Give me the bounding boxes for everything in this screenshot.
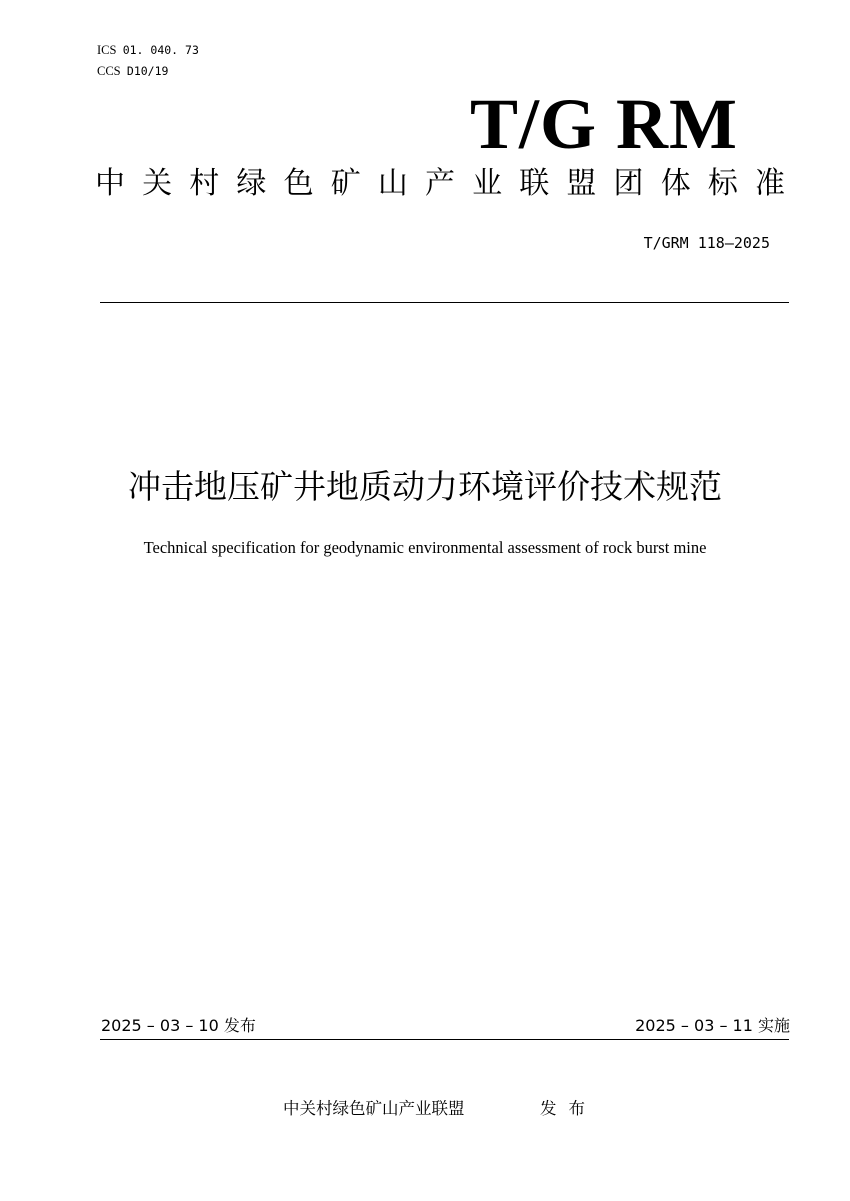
ics-line [97,42,199,58]
org-title-char: 标 [707,166,738,201]
document-title-cn: 冲击地压矿井地质动力环境评价技术规范 [128,467,722,506]
organization-title [95,164,785,204]
publisher-name: 中关村绿色矿山产业联盟 [283,1099,465,1118]
org-title-char: 团 [613,166,644,201]
org-title-char: 体 [660,166,691,201]
org-title-char: 绿 [236,166,267,201]
org-title-char: 关 [142,166,173,201]
standard-number: T/GRM 118—2025 [643,234,770,252]
org-title-char: 联 [519,166,550,201]
standard-logo: T/G RM [470,84,738,164]
org-title-char: 村 [189,166,220,201]
implementation-date: 2025 – 03 – 11 实施 [635,1016,790,1035]
ccs-line [97,63,168,79]
org-title-char: 色 [283,166,314,201]
ccs-code: D10/19 [126,64,169,78]
document-title-en: Technical specification for geodynamic environmental assessment of rock burst mine [143,538,707,557]
top-divider [100,302,789,303]
org-title-char: 盟 [566,166,597,201]
ics-code: 01. 040. 73 [122,43,199,57]
issue-date: 2025 – 03 – 10 发布 [101,1016,256,1035]
publish-label: 发布 [540,1099,597,1118]
org-title-char: 山 [377,166,408,201]
ccs-label: CCS [97,64,121,78]
org-title-char: 准 [754,166,785,201]
org-title-char: 中 [95,166,125,201]
org-title-char: 矿 [330,166,361,201]
bottom-divider [100,1039,789,1040]
org-title-char: 产 [424,166,455,201]
ics-label: ICS [97,43,117,57]
org-title-char: 业 [472,166,503,201]
